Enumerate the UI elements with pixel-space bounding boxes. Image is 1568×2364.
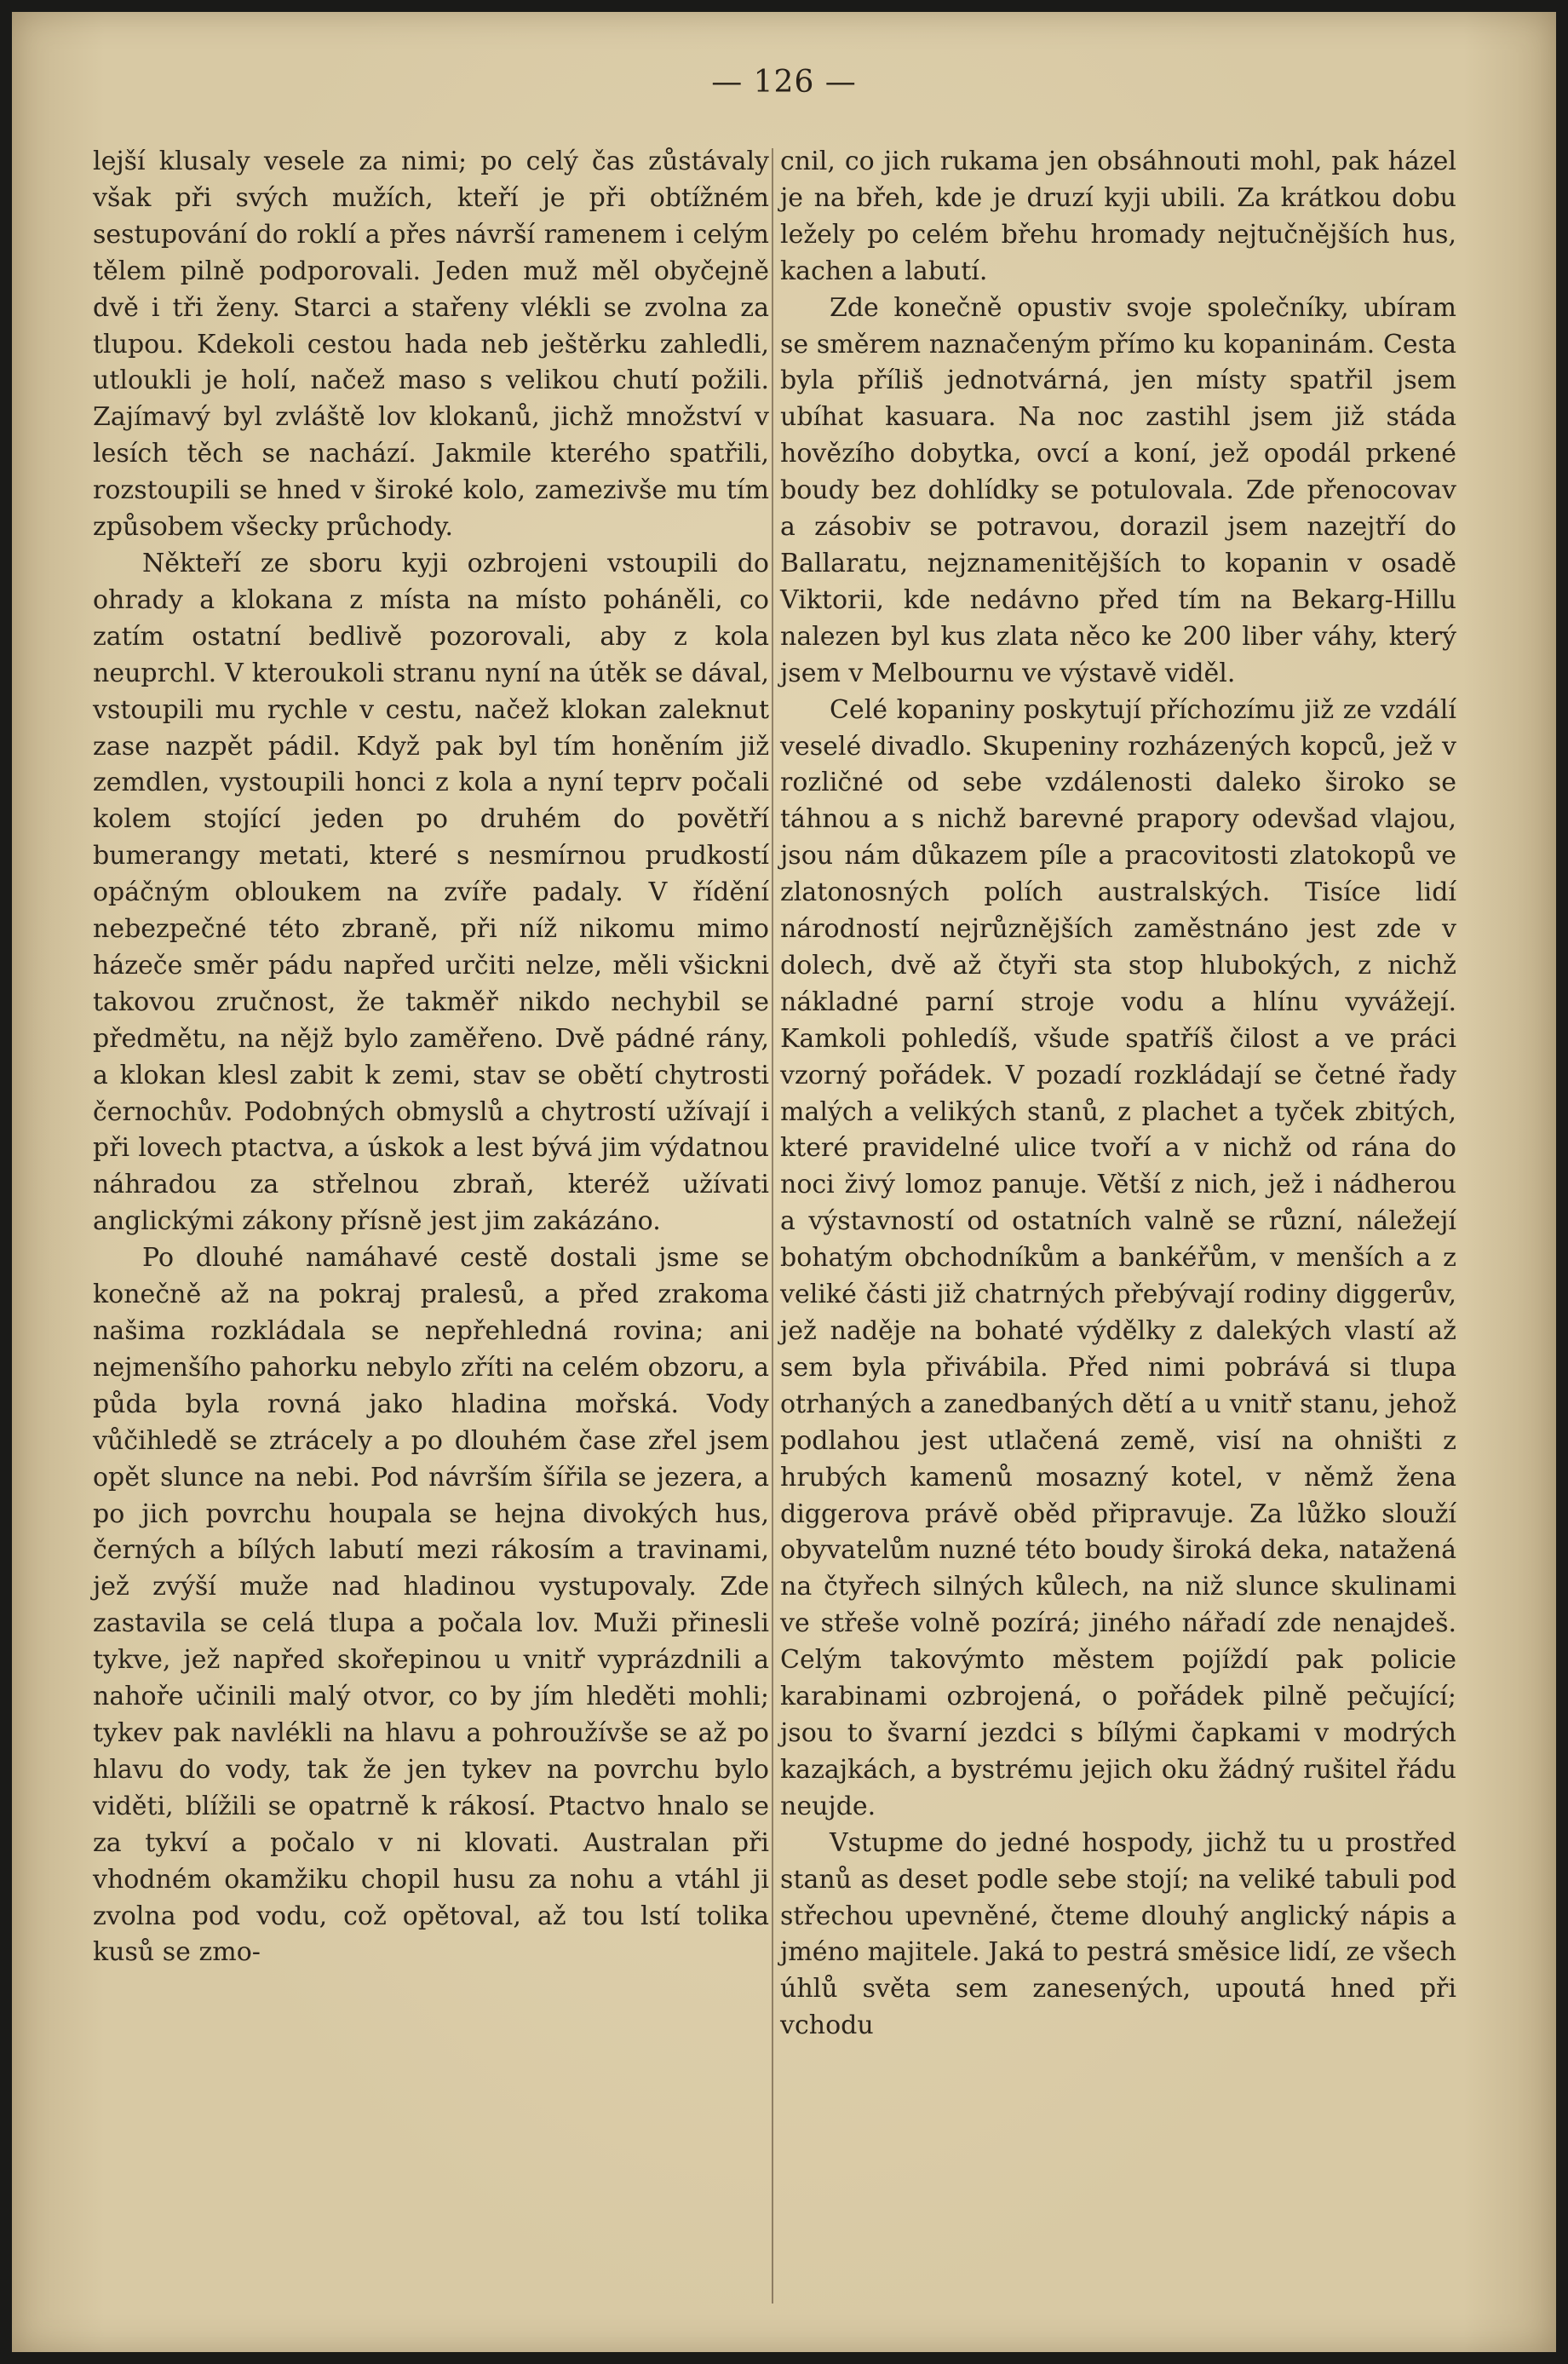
page-number: — 126 — bbox=[711, 65, 857, 100]
paragraph: Po dlouhé namáhavé cestě dostali jsme se konečně až na pokraj pralesů, a před zrakoma našima rozkládala se nepřehledná rovina; ani nejmenšího pahorku nebylo zříti na celém obzoru, a půda byla rovná jako hladina mořská. Vody vůčihledě se ztrácely a po dlouhém čase zřel jsem opět slunce na nebi. Pod návrším šířila se jezera, a po jich povrchu houpala se hejna divokých hus, černých a bílých labutí mezi rákosím a travinami, jež zvýší muže nad hladinou vystupovaly. Zde zastavila se celá tlupa a počala lov. Muži přinesli tykve, jež napřed skořepinou u vnitř vyprázdnili a nahoře učinili malý otvor, co by jím hleděti mohli; tykev pak navlékli na hlavu a pohroužívše se až po hlavu do vody, tak že jen tykev na povrchu bylo viděti, blížili se opatrně k rákosí. Ptactvo hnalo se za tykví a počalo v ni klovati. Australan při vhodném okamžiku chopil husu za nohu a vtáhl ji zvolna pod vodu, což opětoval, až tou lstí tolika kusů se zmo- bbox=[93, 1243, 769, 1968]
paragraph: Někteří ze sboru kyji ozbrojeni vstoupili do ohrady a klokana z místa na místo poháněli, co zatím ostatní bedlivě pozorovali, aby z kola neuprchl. V kteroukoli stranu nyní na útěk se dával, vstoupili mu rychle v cestu, načež klokan zaleknut zase nazpět pádil. Když pak byl tím honěním již zemdlen, vystoupili honci z kola a nyní teprv počali kolem stojící jeden po druhém do povětří bumerangy metati, které s nesmírnou prudkostí opáčným obloukem na zvíře padaly. V řídění nebezpečné této zbraně, při níž nikomu mimo házeče směr pádu napřed určiti nelze, měli všickni takovou zručnost, že takměř nikdo nechybil se předmětu, na nějž bylo zaměřeno. Dvě pádné rány, a klokan klesl zabit k zemi, stav se obětí chytrosti černochův. Podobných obmyslů a chytrostí užívají i při lovech ptactva, a úskok a lest bývá jim výdatnou náhradou za střelnou zbraň, kteréž užívati anglickými zákony přísně jest jim zakázáno. bbox=[93, 548, 769, 1237]
paragraph: Celé kopaniny poskytují příchozímu již ze vzdálí veselé divadlo. Skupeniny rozházených kopců, jež v rozličné od sebe vzdálenosti daleko široko se táhnou a s nichž barevné prapory odevšad vlajou, jsou nám důkazem píle a pracovitosti zlatokopů ve zlatonosných polích australských. Tisíce lidí národností nejrůznějších zaměstnáno jest zde v dolech, dvě až čtyři sta stop hlubokých, z nichž nákladné parní stroje vodu a hlínu vyvážejí. Kamkoli pohledíš, všude spatříš čilost a ve práci vzorný pořádek. V pozadí rozkládají se četné řady malých a velikých stanů, z plachet a tyček zbitých, které pravidelné ulice tvoří a v nichž od rána do noci živý lomoz panuje. Větší z nich, jež i nádherou a výstavností od ostatních valně se různí, náležejí bohatým obchodníkům a bankéřům, v menších a z veliké části již chatrných přebývají rodiny diggerův, jež naděje na bohaté výdělky z dalekých vlastí až sem byla přivábila. Před nimi pobrává si tlupa otrhaných a zanedbaných dětí a u vnitř stanu, jehož podlahou jest utlačená země, visí na ohništi z hrubých kamenů mosazný kotel, v němž žena diggerova právě oběd připravuje. Za lůžko slouží obyvatelům nuzné této boudy široká deka, natažená na čtyřech silných kůlech, na niž slunce skulinami ve střeše volně pozírá; jiného nářadí zde nenajdeš. Celým takovýmto městem pojíždí pak policie karabinami ozbrojená, o pořádek pilně pečující; jsou to švarní jezdci s bílými čapkami v modrých kazajkách, a bystrému jejich oku žádný rušitel řádu neujde. bbox=[780, 694, 1456, 1821]
paragraph: Zde konečně opustiv svoje společníky, ubíram se směrem naznačeným přímo ku kopaninám. Cesta byla příliš jednotvárná, jen místy spatřil jsem ubíhat kasuara. Na noc zastihl jsem již stáda hovězího dobytka, ovcí a koní, jež opodál prkené boudy bez dohlídky se potulovala. Zde přenocovav a zásobiv se potravou, dorazil jsem nazejtří do Ballaratu, nejznamenitějších to kopanin v osadě Viktorii, kde nedávno před tím na Bekarg-Hillu nalezen byl kus zlata něco ke 200 liber váhy, který jsem v Melbournu ve výstavě viděl. bbox=[780, 292, 1456, 688]
paragraph: cnil, co jich rukama jen obsáhnouti mohl, pak házel je na břeh, kde je druzí kyji ubili. Za krátkou dobu ležely po celém břehu hromady nejtučnějších hus, kachen a labutí. bbox=[780, 147, 1456, 286]
paragraph: lejší klusaly vesele za nimi; po celý čas zůstávaly však při svých mužích, kteří je při obtížném sestupování do roklí a přes návrší ramenem i celým tělem pilně podporovali. Jeden muž měl obyčejně dvě i tři ženy. Starci a stařeny vlékli se zvolna za tlupou. Kdekoli cestou hada neb ještěrku zahledli, utloukli je holí, načež maso s velikou chutí požili. Zajímavý byl zvláště lov klokanů, jichž množství v lesích těch se nachází. Jakmile kterého spatřili, rozstoupili se hned v široké kolo, zamezivše mu tím způsobem všecky průchody. bbox=[93, 147, 769, 543]
left-column bbox=[93, 144, 769, 1971]
book-page bbox=[12, 12, 1556, 2352]
column-divider bbox=[772, 148, 773, 2304]
right-column bbox=[780, 144, 1456, 2045]
paragraph: Vstupme do jedné hospody, jichž tu u prostřed stanů as deset podle sebe stojí; na veliké tabuli pod střechou upevněné, čteme dlouhý anglický nápis a jméno majitele. Jaká to pestrá směsice lidí, ze všech úhlů světa sem zanesených, upoutá hned při vchodu bbox=[780, 1827, 1456, 2041]
